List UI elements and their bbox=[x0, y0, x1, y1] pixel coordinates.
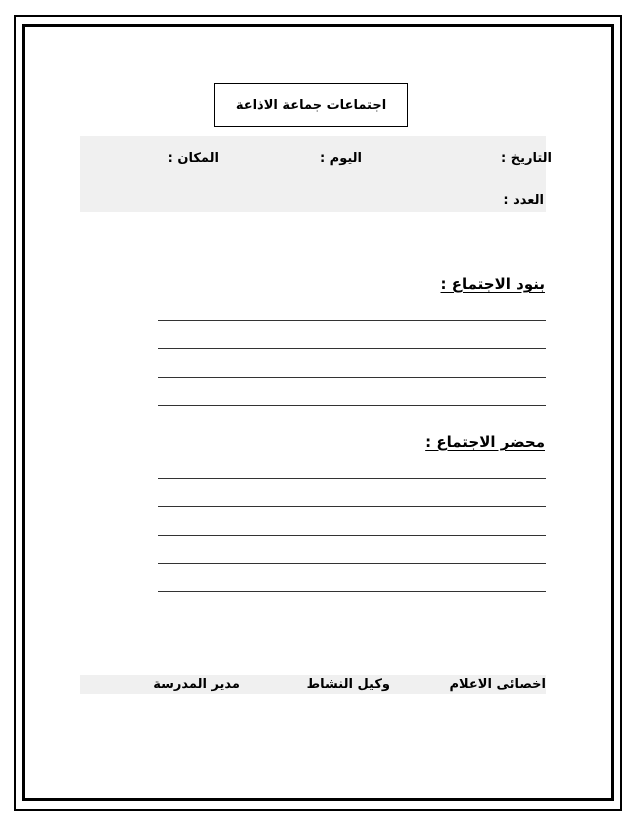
minutes-line bbox=[158, 563, 546, 564]
minutes-line bbox=[158, 535, 546, 536]
place-label: المكان : bbox=[167, 151, 219, 166]
signature-school-principal: مدير المدرسة bbox=[153, 677, 240, 692]
minutes-line bbox=[158, 478, 546, 479]
agenda-line bbox=[158, 405, 546, 406]
day-label: اليوم : bbox=[319, 151, 362, 166]
agenda-heading: بنود الاجتماع : bbox=[440, 275, 545, 293]
number-label: العدد : bbox=[503, 193, 544, 208]
signature-media-specialist: اخصائى الاعلام bbox=[449, 677, 546, 692]
agenda-line bbox=[158, 348, 546, 349]
signature-activity-agent: وكيل النشاط bbox=[306, 677, 390, 692]
form-title bbox=[214, 83, 408, 127]
minutes-heading: محضر الاجتماع : bbox=[425, 433, 545, 451]
minutes-line bbox=[158, 506, 546, 507]
date-label: التاريخ : bbox=[501, 151, 552, 166]
agenda-line bbox=[158, 377, 546, 378]
form-title-text: اجتماعات جماعة الاذاعة bbox=[235, 97, 387, 113]
info-shaded-band bbox=[80, 136, 546, 212]
minutes-line bbox=[158, 591, 546, 592]
agenda-line bbox=[158, 320, 546, 321]
